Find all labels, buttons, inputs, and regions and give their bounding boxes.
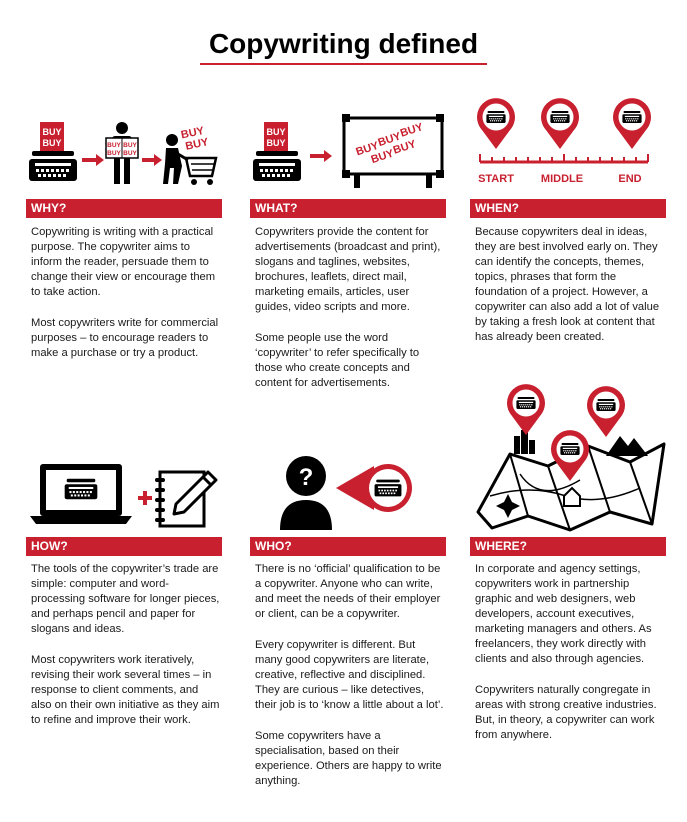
svg-text:BUY: BUY	[354, 139, 381, 159]
what-illustration	[250, 112, 450, 195]
who-paragraph-2: Every copywriter is different. But many good copywriters are literate, creative, reflective and disciplined. They are curious – like detectives, their job is to ‘know a little about a lot’.	[255, 639, 444, 711]
svg-text:BUY: BUY	[391, 138, 418, 157]
who-paragraph-3: Some copywriters have a specialisation, based on their experience. Others are happy to write anything.	[255, 730, 442, 787]
who-text	[255, 562, 445, 805]
when-text	[475, 225, 665, 361]
svg-text:BUY: BUY	[398, 121, 425, 140]
svg-text:BUY: BUY	[369, 147, 396, 167]
timeline-label-start: START	[478, 173, 514, 185]
where-paragraph-1: In corporate and agency settings, copywriters work in partnership graphic and web designers, web developers, account executives, marketing managers and others. As freelancers, they work directly with clients and also through agencies.	[475, 563, 652, 665]
svg-text:BUY: BUY	[179, 124, 206, 142]
typewriter-to-billboard-icon	[250, 112, 450, 190]
svg-text:BUY: BUY	[123, 142, 137, 149]
how-paragraph-2: Most copywriters work iteratively, revising their work several times – in response to client comments, and also on their own initiative as they aim to refine and improve their work.	[31, 654, 220, 726]
svg-text:BUY: BUY	[42, 138, 62, 148]
svg-text:BUY: BUY	[107, 150, 121, 157]
title-underline	[200, 63, 487, 65]
when-paragraph-1: Because copywriters deal in ideas, they are best involved early on. They can identify the concepts, themes, topics, phrases that form the foundation of a project. However, a copywriter can also add a lot of value by taking a fresh look at content that has already been created.	[475, 226, 660, 343]
how-text	[31, 562, 221, 744]
when-illustration	[470, 96, 670, 197]
map-pins-icon	[470, 384, 670, 532]
why-heading: WHY?	[26, 199, 222, 218]
how-paragraph-1: The tools of the copywriter’s trade are simple: computer and word-processing software for longer pieces, and perhaps pencil and paper for slogans and ideas.	[31, 563, 220, 635]
svg-text:BUY: BUY	[107, 142, 121, 149]
when-heading: WHEN?	[470, 199, 666, 218]
svg-text:BUY: BUY	[184, 136, 210, 153]
who-paragraph-1: There is no ‘official’ qualification to be a copywriter. Anyone who can write, and meet the needs of their employer or client, can be a copywriter.	[255, 563, 441, 620]
svg-text:BUY: BUY	[123, 150, 137, 157]
svg-text:BUY: BUY	[266, 127, 286, 137]
typewriter-to-shopper-icon	[26, 118, 226, 190]
why-paragraph-2: Most copywriters write for commercial purposes – to encourage readers to make a purchase or try a product.	[31, 317, 219, 359]
where-illustration	[470, 384, 670, 537]
why-illustration	[26, 118, 226, 195]
timeline-label-middle: MIDDLE	[540, 173, 584, 185]
what-heading: WHAT?	[250, 199, 446, 218]
what-paragraph-1: Copywriters provide the content for advertisements (broadcast and print), slogans and taglines, websites, brochures, leaflets, direct mail, marketing emails, articles, user guides, video scripts and more.	[255, 226, 441, 313]
timeline-pins-icon	[470, 96, 670, 192]
what-text	[255, 225, 445, 407]
person-question-typewriter-icon	[250, 448, 450, 530]
svg-text:?: ?	[298, 464, 314, 491]
timeline-label-end: END	[618, 173, 642, 185]
what-paragraph-2: Some people use the word ‘copywriter’ to refer specifically to those who create concepts and content for advertisements.	[255, 332, 420, 389]
svg-text:BUY: BUY	[266, 138, 286, 148]
who-heading: WHO?	[250, 537, 446, 556]
who-illustration	[250, 448, 450, 535]
where-paragraph-2: Copywriters naturally congregate in areas with strong creative industries. But, in theory, a copywriter can work from anywhere.	[475, 684, 657, 741]
why-text	[31, 225, 221, 377]
laptop-plus-notebook-icon	[26, 458, 226, 530]
page-title: Copywriting defined	[208, 28, 479, 59]
svg-text:BUY: BUY	[42, 127, 62, 137]
svg-text:BUY: BUY	[376, 130, 403, 150]
where-heading: WHERE?	[470, 537, 666, 556]
why-paragraph-1: Copywriting is writing with a practical purpose. The copywriter aims to inform the reader, persuade them to change their view or encourage them to take action.	[31, 226, 216, 298]
where-text	[475, 562, 665, 759]
how-heading: HOW?	[26, 537, 222, 556]
how-illustration	[26, 458, 226, 535]
